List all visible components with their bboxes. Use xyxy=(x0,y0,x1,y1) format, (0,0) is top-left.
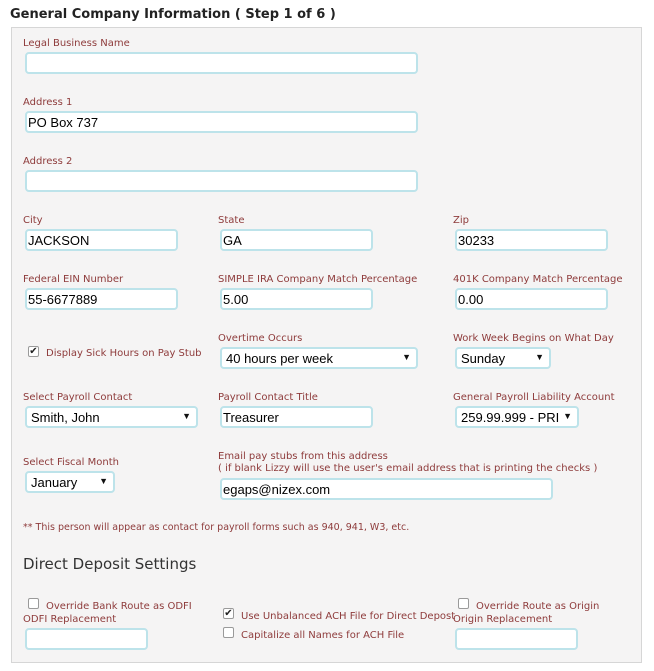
fiscal-month-select[interactable] xyxy=(25,471,115,493)
origin-replacement-input[interactable] xyxy=(455,628,578,650)
zip-input[interactable] xyxy=(455,229,608,251)
state-input[interactable] xyxy=(220,229,373,251)
work-week-select[interactable] xyxy=(455,347,551,369)
chevron-down-icon: ▼ xyxy=(182,411,191,421)
fiscal-month-label: Select Fiscal Month xyxy=(23,457,119,468)
chevron-down-icon: ▼ xyxy=(99,476,108,486)
401k-label: 401K Company Match Percentage xyxy=(453,274,623,285)
contact-title-label: Payroll Contact Title xyxy=(218,392,318,403)
check-icon: ✔ xyxy=(224,608,233,619)
origin-replacement-label: Origin Replacement xyxy=(453,614,553,625)
override-route-origin-label: Override Route as Origin xyxy=(476,601,600,612)
email-sublabel: ( if blank Lizzy will use the user's email address that is printing the checks ) xyxy=(218,463,598,474)
email-label: Email pay stubs from this address xyxy=(218,451,388,462)
city-input[interactable] xyxy=(25,229,178,251)
sick-hours-checkbox[interactable] xyxy=(28,346,39,357)
work-week-select-value: Sunday xyxy=(461,351,506,366)
address2-label: Address 2 xyxy=(23,156,73,167)
page-title: General Company Information ( Step 1 of 6 ) xyxy=(10,7,336,22)
odfi-replacement-input[interactable] xyxy=(25,628,148,650)
override-bank-route-checkbox[interactable] xyxy=(28,598,39,609)
liability-account-label: General Payroll Liability Account xyxy=(453,392,615,403)
email-input[interactable] xyxy=(220,478,553,500)
payroll-contact-select[interactable] xyxy=(25,406,198,428)
payroll-contact-label: Select Payroll Contact xyxy=(23,392,133,403)
legal-name-label: Legal Business Name xyxy=(23,38,130,49)
liability-account-select[interactable] xyxy=(455,406,579,428)
fiscal-month-select-value: January xyxy=(31,475,78,490)
city-label: City xyxy=(23,215,43,226)
payroll-contact-select-value: Smith, John xyxy=(31,410,100,425)
legal-name-input[interactable] xyxy=(25,52,418,74)
override-route-origin-checkbox[interactable] xyxy=(458,598,469,609)
override-bank-route-label: Override Bank Route as ODFI xyxy=(46,601,192,612)
address1-input[interactable] xyxy=(25,111,418,133)
chevron-down-icon: ▼ xyxy=(563,411,572,421)
chevron-down-icon: ▼ xyxy=(535,352,544,362)
capitalize-names-checkbox[interactable] xyxy=(223,627,234,638)
ein-input[interactable] xyxy=(25,288,178,310)
401k-input[interactable] xyxy=(455,288,608,310)
overtime-label: Overtime Occurs xyxy=(218,333,303,344)
unbalanced-ach-checkbox[interactable] xyxy=(223,608,234,619)
contact-note: ** This person will appear as contact for payroll forms such as 940, 941, W3, etc. xyxy=(23,522,410,533)
odfi-replacement-label: ODFI Replacement xyxy=(23,614,117,625)
contact-title-input[interactable] xyxy=(220,406,373,428)
capitalize-names-label: Capitalize all Names for ACH File xyxy=(241,630,405,641)
unbalanced-ach-label: Use Unbalanced ACH File for Direct Depost xyxy=(241,611,456,622)
address2-input[interactable] xyxy=(25,170,418,192)
work-week-label: Work Week Begins on What Day xyxy=(453,333,614,344)
chevron-down-icon: ▼ xyxy=(402,352,411,362)
overtime-select[interactable] xyxy=(220,347,418,369)
simple-ira-label: SIMPLE IRA Company Match Percentage xyxy=(218,274,418,285)
zip-label: Zip xyxy=(453,215,469,226)
check-icon: ✔ xyxy=(29,346,38,357)
address1-label: Address 1 xyxy=(23,97,73,108)
simple-ira-input[interactable] xyxy=(220,288,373,310)
overtime-select-value: 40 hours per week xyxy=(226,351,333,366)
state-label: State xyxy=(218,215,245,226)
direct-deposit-title: Direct Deposit Settings xyxy=(23,555,197,573)
sick-hours-label: Display Sick Hours on Pay Stub xyxy=(46,348,202,359)
liability-account-select-value: 259.99.999 - PRI xyxy=(461,410,560,425)
ein-label: Federal EIN Number xyxy=(23,274,124,285)
